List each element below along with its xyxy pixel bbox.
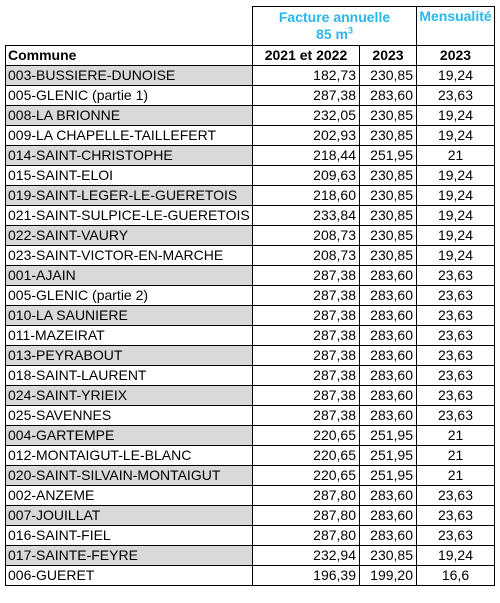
- facture-2021-2022-cell: 208,73: [253, 246, 360, 266]
- col-mens-2023-header: 2023: [417, 46, 495, 66]
- facture-2023-cell: 283,60: [360, 506, 417, 526]
- facture-2023-cell: 230,85: [360, 546, 417, 566]
- commune-cell: 018-SAINT-LAURENT: [6, 366, 253, 386]
- facture-2023-cell: 283,60: [360, 286, 417, 306]
- mensualite-2023-cell: 19,24: [417, 126, 495, 146]
- mensualite-2023-cell: 19,24: [417, 206, 495, 226]
- mensualite-2023-cell: 21: [417, 446, 495, 466]
- commune-cell: 021-SAINT-SULPICE-LE-GUERETOIS: [6, 206, 253, 226]
- facture-2021-2022-cell: 202,93: [253, 126, 360, 146]
- commune-cell: 017-SAINTE-FEYRE: [6, 546, 253, 566]
- facture-2023-cell: 283,60: [360, 406, 417, 426]
- mensualite-2023-cell: 16,6: [417, 566, 495, 586]
- commune-cell: 003-BUSSIERE-DUNOISE: [6, 66, 253, 86]
- commune-cell: 002-ANZEME: [6, 486, 253, 506]
- col-commune-header: Commune: [6, 46, 253, 66]
- table-row: [6, 326, 495, 346]
- commune-cell: 014-SAINT-CHRISTOPHE: [6, 146, 253, 166]
- table-row: [6, 526, 495, 546]
- facture-2023-cell: 230,85: [360, 226, 417, 246]
- facture-2023-cell: 251,95: [360, 446, 417, 466]
- mensualite-2023-cell: 23,63: [417, 406, 495, 426]
- facture-2021-2022-cell: 287,38: [253, 386, 360, 406]
- facture-2023-cell: 283,60: [360, 306, 417, 326]
- table-row: [6, 466, 495, 486]
- mensualite-2023-cell: 19,24: [417, 106, 495, 126]
- commune-cell: 009-LA CHAPELLE-TAILLEFERT: [6, 126, 253, 146]
- mensualite-2023-cell: 23,63: [417, 286, 495, 306]
- facture-2023-cell: 283,60: [360, 486, 417, 506]
- commune-cell: 019-SAINT-LEGER-LE-GUERETOIS: [6, 186, 253, 206]
- commune-cell: 004-GARTEMPE: [6, 426, 253, 446]
- facture-2023-cell: 251,95: [360, 426, 417, 446]
- facture-2023-cell: 283,60: [360, 86, 417, 106]
- facture-2021-2022-cell: 232,94: [253, 546, 360, 566]
- facture-2023-cell: 251,95: [360, 466, 417, 486]
- table-row: [6, 126, 495, 146]
- table-row: [6, 506, 495, 526]
- commune-cell: 006-GUERET: [6, 566, 253, 586]
- commune-cell: 007-JOUILLAT: [6, 506, 253, 526]
- facture-annuelle-header: [253, 7, 417, 46]
- mensualite-2023-cell: 19,24: [417, 246, 495, 266]
- table-row: [6, 306, 495, 326]
- table-row: [6, 286, 495, 306]
- table-row: [6, 446, 495, 466]
- mensualite-2023-cell: 23,63: [417, 526, 495, 546]
- facture-2021-2022-cell: 233,84: [253, 206, 360, 226]
- facture-2021-2022-cell: 287,38: [253, 326, 360, 346]
- mensualite-2023-cell: 19,24: [417, 226, 495, 246]
- facture-2021-2022-cell: 182,73: [253, 66, 360, 86]
- commune-cell: 024-SAINT-YRIEIX: [6, 386, 253, 406]
- facture-2023-cell: 230,85: [360, 126, 417, 146]
- table-row: [6, 546, 495, 566]
- mensualite-2023-cell: 23,63: [417, 86, 495, 106]
- facture-2023-cell: 283,60: [360, 526, 417, 546]
- facture-2021-2022-cell: 220,65: [253, 446, 360, 466]
- commune-cell: 012-MONTAIGUT-LE-BLANC: [6, 446, 253, 466]
- facture-2021-2022-cell: 287,38: [253, 346, 360, 366]
- commune-cell: 011-MAZEIRAT: [6, 326, 253, 346]
- table-row: [6, 346, 495, 366]
- mensualite-2023-cell: 19,24: [417, 546, 495, 566]
- facture-2023-cell: 283,60: [360, 326, 417, 346]
- facture-2023-cell: 230,85: [360, 106, 417, 126]
- facture-2021-2022-cell: 220,65: [253, 426, 360, 446]
- mensualite-2023-cell: 21: [417, 146, 495, 166]
- commune-cell: 010-LA SAUNIERE: [6, 306, 253, 326]
- table-row: [6, 426, 495, 446]
- facture-title: Facture annuelle: [278, 9, 391, 25]
- facture-2023-cell: 230,85: [360, 246, 417, 266]
- table-row: [6, 146, 495, 166]
- table-row: [6, 266, 495, 286]
- tariff-sheet: [5, 6, 495, 586]
- facture-2023-cell: 283,60: [360, 386, 417, 406]
- facture-2021-2022-cell: 287,80: [253, 526, 360, 546]
- facture-2023-cell: 230,85: [360, 166, 417, 186]
- mensualite-2023-cell: 23,63: [417, 386, 495, 406]
- table-row: [6, 406, 495, 426]
- commune-cell: 025-SAVENNES: [6, 406, 253, 426]
- facture-2023-cell: 283,60: [360, 366, 417, 386]
- facture-2021-2022-cell: 218,44: [253, 146, 360, 166]
- commune-cell: 005-GLENIC (partie 1): [6, 86, 253, 106]
- table-row: [6, 186, 495, 206]
- facture-2021-2022-cell: 208,73: [253, 226, 360, 246]
- facture-2023-cell: 199,20: [360, 566, 417, 586]
- facture-2023-cell: 283,60: [360, 266, 417, 286]
- facture-2021-2022-cell: 220,65: [253, 466, 360, 486]
- mensualite-2023-cell: 19,24: [417, 166, 495, 186]
- commune-cell: 008-LA BRIONNE: [6, 106, 253, 126]
- commune-cell: 020-SAINT-SILVAIN-MONTAIGUT: [6, 466, 253, 486]
- commune-cell: 013-PEYRABOUT: [6, 346, 253, 366]
- facture-2021-2022-cell: 209,63: [253, 166, 360, 186]
- commune-cell: 001-AJAIN: [6, 266, 253, 286]
- commune-cell: 005-GLENIC (partie 2): [6, 286, 253, 306]
- facture-2023-cell: 230,85: [360, 186, 417, 206]
- mensualite-2023-cell: 21: [417, 426, 495, 446]
- facture-2021-2022-cell: 196,39: [253, 566, 360, 586]
- header-row-columns: [6, 46, 495, 66]
- facture-2021-2022-cell: 287,38: [253, 86, 360, 106]
- facture-2021-2022-cell: 232,05: [253, 106, 360, 126]
- commune-cell: 015-SAINT-ELOI: [6, 166, 253, 186]
- table-row: [6, 566, 495, 586]
- mensualite-2023-cell: 23,63: [417, 326, 495, 346]
- facture-2021-2022-cell: 287,38: [253, 406, 360, 426]
- facture-2023-cell: 283,60: [360, 346, 417, 366]
- facture-2023-cell: 230,85: [360, 66, 417, 86]
- table-row: [6, 166, 495, 186]
- facture-unit-sup: 3: [347, 25, 353, 36]
- commune-cell: 016-SAINT-FIEL: [6, 526, 253, 546]
- facture-2021-2022-cell: 287,80: [253, 506, 360, 526]
- tariff-table: [5, 6, 495, 586]
- mensualite-2023-cell: 19,24: [417, 186, 495, 206]
- header-row-top: [6, 7, 495, 46]
- table-row: [6, 366, 495, 386]
- facture-2021-2022-cell: 287,38: [253, 266, 360, 286]
- mensualite-2023-cell: 23,63: [417, 366, 495, 386]
- mensualite-2023-cell: 23,63: [417, 486, 495, 506]
- facture-2023-cell: 230,85: [360, 206, 417, 226]
- mensualite-2023-cell: 23,63: [417, 506, 495, 526]
- table-row: [6, 86, 495, 106]
- mensualite-2023-cell: 19,24: [417, 66, 495, 86]
- table-row: [6, 226, 495, 246]
- facture-2023-cell: 251,95: [360, 146, 417, 166]
- mensualite-2023-cell: 23,63: [417, 266, 495, 286]
- commune-cell: 022-SAINT-VAURY: [6, 226, 253, 246]
- col-2023-header: 2023: [360, 46, 417, 66]
- facture-2021-2022-cell: 218,60: [253, 186, 360, 206]
- facture-2021-2022-cell: 287,80: [253, 486, 360, 506]
- table-row: [6, 106, 495, 126]
- facture-2021-2022-cell: 287,38: [253, 286, 360, 306]
- mensualite-2023-cell: 21: [417, 466, 495, 486]
- facture-unit: 85 $m^3$: [316, 25, 353, 42]
- table-row: [6, 486, 495, 506]
- table-row: [6, 206, 495, 226]
- facture-2021-2022-cell: 287,38: [253, 366, 360, 386]
- table-row: [6, 386, 495, 406]
- mensualite-2023-cell: 23,63: [417, 346, 495, 366]
- commune-cell: 023-SAINT-VICTOR-EN-MARCHE: [6, 246, 253, 266]
- mensualite-header: Mensualité: [417, 7, 495, 46]
- facture-2021-2022-cell: 287,38: [253, 306, 360, 326]
- table-row: [6, 246, 495, 266]
- col-2021-2022-header: 2021 et 2022: [253, 46, 360, 66]
- mensualite-2023-cell: 23,63: [417, 306, 495, 326]
- header-empty-cell: [6, 7, 253, 46]
- table-row: [6, 66, 495, 86]
